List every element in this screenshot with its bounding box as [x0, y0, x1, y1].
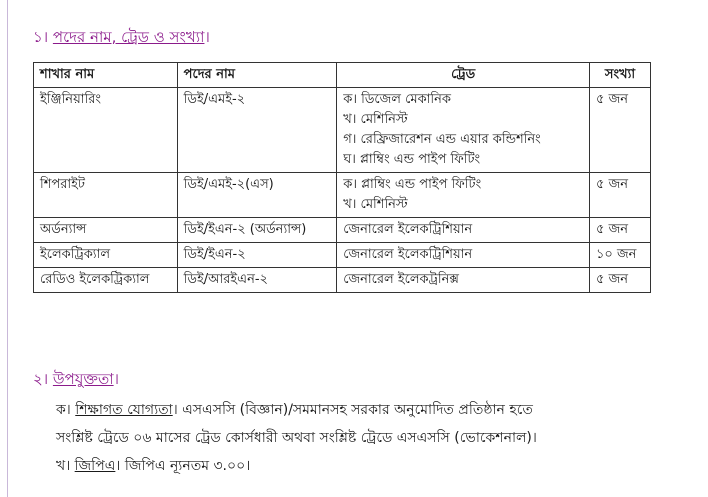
- table-row: [34, 243, 651, 268]
- header-branch-name: শাখার নাম: [34, 63, 178, 88]
- branch-cell: শিপরাইট: [34, 173, 178, 218]
- count-cell: ৫ জন: [590, 268, 651, 293]
- trade-item: খ। মেশিনিস্ট: [343, 112, 408, 127]
- section-terminator: ।: [204, 28, 210, 46]
- post-cell: ডিই/এমই-২(এস): [177, 173, 337, 218]
- count-cell: ৫ জন: [590, 88, 651, 173]
- item-marker: ক।: [56, 402, 71, 418]
- section-heading-eligibility: [33, 368, 119, 393]
- branch-cell: ইলেকট্রিক্যাল: [34, 243, 178, 268]
- trade-item: গ। রেফ্রিজারেশন এন্ড এয়ার কন্ডিশনিং: [343, 132, 541, 147]
- post-cell: ডিই/ইএন-২ (অর্ডন্যান্স): [177, 218, 337, 243]
- header-trade: ট্রেড: [337, 63, 590, 88]
- item-text: সংশ্লিষ্ট ট্রেডে ০৬ মাসের ট্রেড কোর্সধারী অথবা সংশ্লিষ্ট ট্রেডে এসএসসি (ভোকেশনাল)।: [56, 430, 537, 446]
- table-row: [34, 218, 651, 243]
- section-terminator: ।: [113, 370, 119, 388]
- trade-item: ক। প্লাম্বিং এন্ড পাইপ ফিটিং: [343, 177, 482, 192]
- post-cell: ডিই/ইএন-২: [177, 243, 337, 268]
- header-post-name: পদের নাম: [177, 63, 337, 88]
- trade-item: খ। মেশিনিস্ট: [343, 197, 408, 212]
- requirement-education-continued: [56, 426, 537, 450]
- branch-cell: অর্ডন্যান্স: [34, 218, 178, 243]
- post-cell: ডিই/আরইএন-২: [177, 268, 337, 293]
- trade-cell: [337, 173, 590, 218]
- section-heading-posts: [33, 26, 210, 51]
- section-title: পদের নাম, ট্রেড ও সংখ্যা: [52, 28, 205, 46]
- trade-item: জেনারেল ইলেকট্রিশিয়ান: [343, 247, 473, 262]
- item-marker: খ।: [56, 458, 71, 474]
- post-cell: ডিই/এমই-২: [177, 88, 337, 173]
- count-cell: ১০ জন: [590, 243, 651, 268]
- trade-item: জেনারেল ইলেকট্রনিক্স: [343, 272, 459, 287]
- table-row: [34, 268, 651, 293]
- trade-cell: [337, 218, 590, 243]
- trade-item: জেনারেল ইলেকট্রিশিয়ান: [343, 222, 473, 237]
- branch-cell: রেডিও ইলেকট্রিক্যাল: [34, 268, 178, 293]
- item-text: । জিপিএ ন্যূনতম ৩.০০।: [115, 458, 251, 474]
- item-text: । এসএসসি (বিজ্ঞান)/সমমানসহ সরকার অনুমোদিত প্রতিষ্ঠান হতে: [172, 402, 533, 418]
- count-cell: ৫ জন: [590, 218, 651, 243]
- requirement-education: [56, 398, 533, 422]
- posts-table: [33, 62, 651, 293]
- section-number: ১।: [33, 28, 49, 46]
- trade-item: ক। ডিজেল মেকানিক: [343, 92, 452, 107]
- table-row: [34, 88, 651, 173]
- count-cell: ৫ জন: [590, 173, 651, 218]
- item-title: জিপিএ: [74, 458, 116, 474]
- section-number: ২।: [33, 370, 49, 388]
- left-margin-rule: [7, 0, 8, 497]
- trade-item: ঘ। প্লাম্বিং এন্ড পাইপ ফিটিং: [343, 152, 481, 167]
- table-header-row: [34, 63, 651, 88]
- section-title: উপযুক্ততা: [52, 370, 114, 388]
- trade-cell: [337, 268, 590, 293]
- item-title: শিক্ষাগত যোগ্যতা: [75, 402, 173, 418]
- requirement-gpa: [56, 454, 250, 478]
- trade-cell: [337, 243, 590, 268]
- header-count: সংখ্যা: [590, 63, 651, 88]
- table-row: [34, 173, 651, 218]
- branch-cell: ইঞ্জিনিয়ারিং: [34, 88, 178, 173]
- trade-cell: [337, 88, 590, 173]
